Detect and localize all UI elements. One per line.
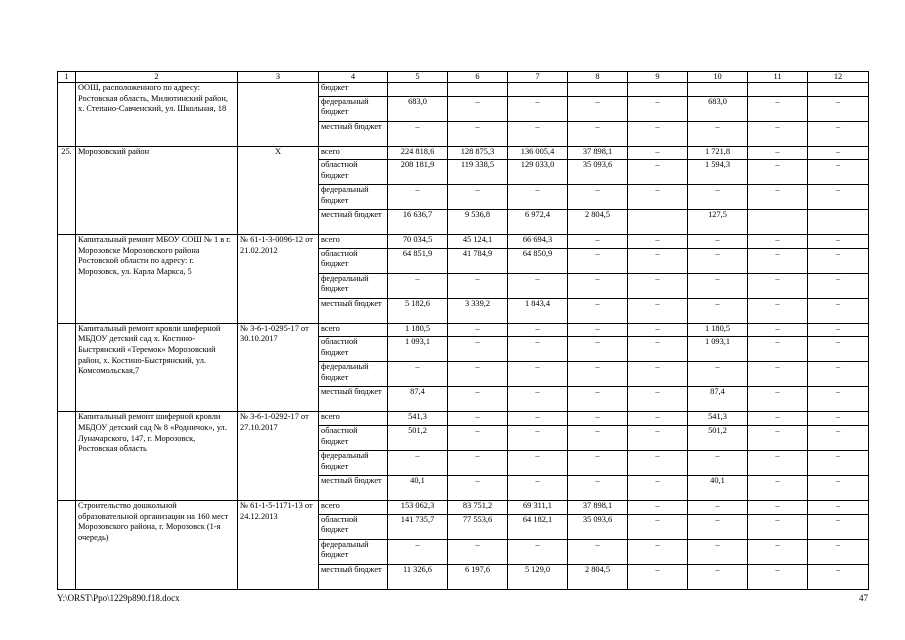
value-cell: – <box>688 539 748 564</box>
value-cell: – <box>448 412 508 426</box>
value-cell: 11 326,6 <box>388 564 448 589</box>
value-cell: 64 850,9 <box>508 248 568 273</box>
value-cell: – <box>568 235 628 249</box>
value-cell: 683,0 <box>688 96 748 121</box>
value-cell: – <box>448 475 508 500</box>
value-cell: 501,2 <box>388 425 448 450</box>
funding-source-cell: местный бюджет <box>319 121 388 146</box>
footer-file-path: Y:\ORST\Ppo\1229p890.f18.docx <box>57 593 180 603</box>
funding-source-cell: областной бюджет <box>319 514 388 539</box>
value-cell: – <box>748 298 808 323</box>
value-cell <box>808 210 869 235</box>
value-cell <box>628 83 688 97</box>
value-cell: – <box>748 96 808 121</box>
value-cell: 128 875,3 <box>448 146 508 160</box>
value-cell: – <box>388 362 448 387</box>
value-cell: 119 338,5 <box>448 160 508 185</box>
document-number-cell: № 61-1-3-0096-12 от 21.02.2012 <box>238 235 319 324</box>
value-cell: – <box>568 425 628 450</box>
value-cell: 541,3 <box>688 412 748 426</box>
funding-source-cell: местный бюджет <box>319 475 388 500</box>
value-cell: – <box>748 323 808 337</box>
funding-source-cell: федеральный бюджет <box>319 96 388 121</box>
value-cell: – <box>628 564 688 589</box>
value-cell: – <box>568 298 628 323</box>
value-cell: – <box>808 514 869 539</box>
value-cell: – <box>508 425 568 450</box>
value-cell <box>688 83 748 97</box>
value-cell <box>568 83 628 97</box>
value-cell: – <box>508 387 568 412</box>
value-cell: – <box>808 337 869 362</box>
value-cell: 37 898,1 <box>568 500 628 514</box>
value-cell: – <box>808 539 869 564</box>
district-name-cell: Морозовский район <box>76 146 238 235</box>
value-cell: – <box>628 323 688 337</box>
value-cell: 3 339,2 <box>448 298 508 323</box>
value-cell: – <box>808 121 869 146</box>
value-cell: – <box>628 539 688 564</box>
object-name-cell: Капитальный ремонт МБОУ СОШ № 1 в г. Морозовске Морозовского района Ростовской области по адресу: г. Морозовск, ул. Карла Маркса, 5 <box>76 235 238 324</box>
table-row <box>58 323 869 337</box>
value-cell: – <box>688 514 748 539</box>
value-cell: 16 636,7 <box>388 210 448 235</box>
funding-source-cell: местный бюджет <box>319 298 388 323</box>
value-cell: 87,4 <box>388 387 448 412</box>
value-cell: – <box>688 450 748 475</box>
value-cell: 141 735,7 <box>388 514 448 539</box>
value-cell: – <box>508 475 568 500</box>
value-cell: – <box>628 160 688 185</box>
value-cell: – <box>748 425 808 450</box>
row-number-cell <box>58 323 76 412</box>
value-cell: – <box>568 450 628 475</box>
funding-source-cell: федеральный бюджет <box>319 539 388 564</box>
column-number-cell: 9 <box>628 72 688 83</box>
value-cell: 683,0 <box>388 96 448 121</box>
value-cell: – <box>568 475 628 500</box>
value-cell: – <box>628 387 688 412</box>
funding-source-cell: федеральный бюджет <box>319 273 388 298</box>
value-cell: – <box>808 96 869 121</box>
value-cell: – <box>388 273 448 298</box>
value-cell: 66 694,3 <box>508 235 568 249</box>
value-cell: – <box>688 564 748 589</box>
value-cell: – <box>628 337 688 362</box>
row-number-cell <box>58 500 76 589</box>
value-cell: – <box>448 337 508 362</box>
value-cell: 5 182,6 <box>388 298 448 323</box>
value-cell <box>748 83 808 97</box>
funding-source-cell: всего <box>319 146 388 160</box>
document-number-cell: № 61-1-5-1171-13 от 24.12.2013 <box>238 500 319 589</box>
value-cell: – <box>448 185 508 210</box>
value-cell: – <box>808 273 869 298</box>
value-cell: – <box>808 185 869 210</box>
budget-table <box>57 71 869 590</box>
value-cell: – <box>628 514 688 539</box>
value-cell: – <box>568 387 628 412</box>
value-cell: 208 181,9 <box>388 160 448 185</box>
value-cell: – <box>508 412 568 426</box>
value-cell: – <box>748 412 808 426</box>
value-cell: – <box>748 248 808 273</box>
value-cell: – <box>748 500 808 514</box>
value-cell: – <box>808 425 869 450</box>
column-number-cell: 11 <box>748 72 808 83</box>
funding-source-cell: областной бюджет <box>319 160 388 185</box>
value-cell: – <box>568 248 628 273</box>
value-cell: – <box>388 539 448 564</box>
object-name-cell: Капитальный ремонт шиферной кровли МБДОУ детский сад № 8 «Родничок», ул. Луначарского, 147, г. Морозовск, Ростовская область <box>76 412 238 501</box>
value-cell: 40,1 <box>388 475 448 500</box>
document-number-cell: № 3-6-1-0292-17 от 27.10.2017 <box>238 412 319 501</box>
value-cell: – <box>748 564 808 589</box>
value-cell: – <box>568 121 628 146</box>
value-cell: – <box>448 121 508 146</box>
value-cell: 69 311,1 <box>508 500 568 514</box>
value-cell: – <box>568 337 628 362</box>
value-cell <box>748 210 808 235</box>
value-cell: – <box>628 235 688 249</box>
value-cell: 1 594,3 <box>688 160 748 185</box>
column-number-cell: 5 <box>388 72 448 83</box>
value-cell: – <box>748 235 808 249</box>
table-row <box>58 83 869 97</box>
value-cell: – <box>808 475 869 500</box>
value-cell: – <box>508 185 568 210</box>
value-cell: – <box>688 185 748 210</box>
value-cell: – <box>508 273 568 298</box>
value-cell: 136 005,4 <box>508 146 568 160</box>
row-number-cell: 25. <box>58 146 76 235</box>
value-cell: – <box>448 425 508 450</box>
value-cell: – <box>628 121 688 146</box>
value-cell: – <box>808 500 869 514</box>
value-cell: – <box>388 121 448 146</box>
value-cell: – <box>808 564 869 589</box>
value-cell: – <box>388 450 448 475</box>
value-cell: 87,4 <box>688 387 748 412</box>
row-number-cell <box>58 83 76 147</box>
funding-source-cell: областной бюджет <box>319 425 388 450</box>
value-cell: 1 721,8 <box>688 146 748 160</box>
value-cell: – <box>628 450 688 475</box>
value-cell: – <box>808 298 869 323</box>
column-number-cell: 6 <box>448 72 508 83</box>
row-number-cell <box>58 235 76 324</box>
value-cell: – <box>628 273 688 298</box>
value-cell: 2 804,5 <box>568 564 628 589</box>
value-cell: – <box>508 450 568 475</box>
funding-source-cell: федеральный бюджет <box>319 450 388 475</box>
value-cell: – <box>508 337 568 362</box>
value-cell: 41 784,9 <box>448 248 508 273</box>
table-row <box>58 412 869 426</box>
value-cell: – <box>748 450 808 475</box>
column-number-row <box>58 72 869 83</box>
value-cell: – <box>748 539 808 564</box>
value-cell <box>808 83 869 97</box>
value-cell: – <box>748 160 808 185</box>
funding-source-cell: областной бюджет <box>319 337 388 362</box>
row-number-cell <box>58 412 76 501</box>
value-cell: 1 180,5 <box>688 323 748 337</box>
value-cell: 6 972,4 <box>508 210 568 235</box>
value-cell: – <box>628 96 688 121</box>
value-cell <box>628 210 688 235</box>
value-cell: – <box>688 121 748 146</box>
funding-source-cell: местный бюджет <box>319 210 388 235</box>
value-cell: – <box>748 273 808 298</box>
value-cell: 45 124,1 <box>448 235 508 249</box>
value-cell: – <box>748 387 808 412</box>
value-cell: 64 851,9 <box>388 248 448 273</box>
column-number-cell: 1 <box>58 72 76 83</box>
funding-source-cell: федеральный бюджет <box>319 362 388 387</box>
funding-source-cell: федеральный бюджет <box>319 185 388 210</box>
value-cell: – <box>688 248 748 273</box>
value-cell: – <box>808 450 869 475</box>
value-cell <box>388 83 448 97</box>
value-cell: – <box>748 121 808 146</box>
funding-source-cell: областной бюджет <box>319 248 388 273</box>
value-cell: – <box>808 248 869 273</box>
value-cell: – <box>448 96 508 121</box>
document-number-cell <box>238 83 319 147</box>
column-number-cell: 12 <box>808 72 869 83</box>
value-cell: – <box>568 412 628 426</box>
column-number-cell: 2 <box>76 72 238 83</box>
value-cell: – <box>808 146 869 160</box>
value-cell: 153 062,3 <box>388 500 448 514</box>
value-cell <box>448 83 508 97</box>
value-cell: 40,1 <box>688 475 748 500</box>
column-number-cell: 7 <box>508 72 568 83</box>
value-cell: 6 197,6 <box>448 564 508 589</box>
value-cell: – <box>568 273 628 298</box>
value-cell: – <box>748 146 808 160</box>
page-number: 47 <box>859 593 868 603</box>
value-cell: – <box>568 362 628 387</box>
table-row <box>58 146 869 160</box>
value-cell: – <box>448 450 508 475</box>
value-cell: 127,5 <box>688 210 748 235</box>
value-cell: – <box>688 273 748 298</box>
value-cell: – <box>568 185 628 210</box>
value-cell: – <box>448 539 508 564</box>
funding-source-cell: всего <box>319 323 388 337</box>
funding-source-cell: всего <box>319 412 388 426</box>
object-name-cell: ООШ, расположенного по адресу: Ростовская область, Милютинский район, х. Степано-Савченский, ул. Школьная, 18 <box>76 83 238 147</box>
column-number-cell: 10 <box>688 72 748 83</box>
value-cell: – <box>748 362 808 387</box>
value-cell: – <box>748 514 808 539</box>
value-cell: – <box>628 425 688 450</box>
value-cell: – <box>628 298 688 323</box>
value-cell: – <box>508 539 568 564</box>
document-number-cell: № 3-6-1-0295-17 от 30.10.2017 <box>238 323 319 412</box>
value-cell: – <box>448 273 508 298</box>
funding-source-cell: всего <box>319 235 388 249</box>
object-name-cell: Строительство дошкольной образовательной организации на 160 мест Морозовского района, г. Морозовск (1-я очередь) <box>76 500 238 589</box>
value-cell: 9 536,8 <box>448 210 508 235</box>
value-cell: – <box>628 500 688 514</box>
value-cell: 541,3 <box>388 412 448 426</box>
value-cell: 1 843,4 <box>508 298 568 323</box>
value-cell: – <box>808 362 869 387</box>
funding-source-cell: местный бюджет <box>319 564 388 589</box>
value-cell: – <box>568 539 628 564</box>
value-cell: 224 818,6 <box>388 146 448 160</box>
value-cell: – <box>628 362 688 387</box>
value-cell: 35 093,6 <box>568 514 628 539</box>
value-cell: – <box>388 185 448 210</box>
value-cell: – <box>628 475 688 500</box>
value-cell: – <box>448 387 508 412</box>
value-cell: 70 034,5 <box>388 235 448 249</box>
value-cell: – <box>688 362 748 387</box>
value-cell: – <box>808 160 869 185</box>
funding-source-cell: бюджет <box>319 83 388 97</box>
value-cell: 2 804,5 <box>568 210 628 235</box>
value-cell: 35 093,6 <box>568 160 628 185</box>
value-cell: – <box>628 248 688 273</box>
value-cell: – <box>808 412 869 426</box>
value-cell: – <box>808 235 869 249</box>
value-cell: 501,2 <box>688 425 748 450</box>
column-number-cell: 4 <box>319 72 388 83</box>
value-cell: 77 553,6 <box>448 514 508 539</box>
funding-source-cell: местный бюджет <box>319 387 388 412</box>
value-cell: 83 751,2 <box>448 500 508 514</box>
value-cell: 1 093,1 <box>388 337 448 362</box>
value-cell: – <box>568 323 628 337</box>
value-cell: 64 182,1 <box>508 514 568 539</box>
value-cell: – <box>628 185 688 210</box>
value-cell: – <box>748 475 808 500</box>
value-cell: – <box>508 96 568 121</box>
document-number-cell: X <box>238 146 319 235</box>
value-cell: – <box>748 337 808 362</box>
value-cell: – <box>568 96 628 121</box>
value-cell: – <box>748 185 808 210</box>
value-cell: – <box>688 500 748 514</box>
column-number-cell: 8 <box>568 72 628 83</box>
value-cell: – <box>688 298 748 323</box>
value-cell: – <box>808 387 869 412</box>
value-cell <box>508 83 568 97</box>
value-cell: 1 180,5 <box>388 323 448 337</box>
column-number-cell: 3 <box>238 72 319 83</box>
value-cell: – <box>688 235 748 249</box>
funding-source-cell: всего <box>319 500 388 514</box>
value-cell: – <box>508 362 568 387</box>
value-cell: 37 898,1 <box>568 146 628 160</box>
value-cell: – <box>808 323 869 337</box>
value-cell: – <box>508 121 568 146</box>
value-cell: – <box>628 146 688 160</box>
value-cell: – <box>448 362 508 387</box>
value-cell: – <box>628 412 688 426</box>
table-row <box>58 235 869 249</box>
value-cell: – <box>448 323 508 337</box>
table-row <box>58 500 869 514</box>
value-cell: – <box>508 323 568 337</box>
value-cell: 5 129,0 <box>508 564 568 589</box>
value-cell: 129 033,0 <box>508 160 568 185</box>
object-name-cell: Капитальный ремонт кровли шиферной МБДОУ детский сад х. Костино-Быстрянский «Теремок» Морозовский район, х. Костино-Быстрянский, ул. Комсомольская,7 <box>76 323 238 412</box>
value-cell: 1 093,1 <box>688 337 748 362</box>
